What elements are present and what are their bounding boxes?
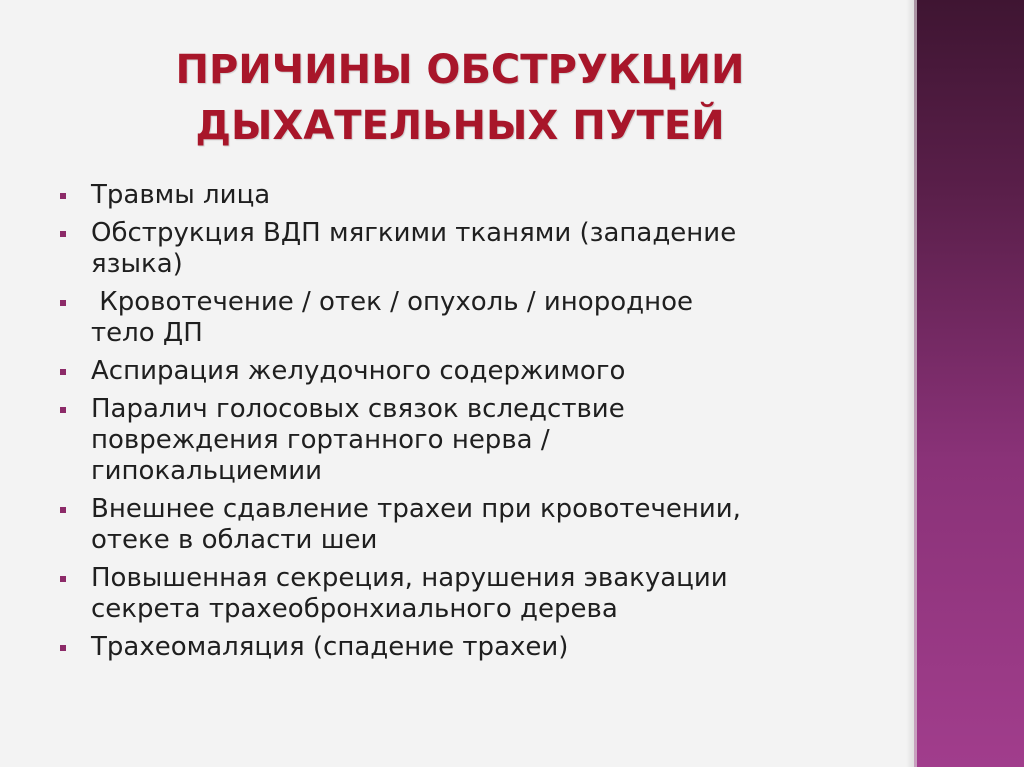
bullet-square-icon	[60, 576, 66, 582]
bullet-text: Кровотечение / отек / опухоль / инородное тело ДП	[91, 287, 693, 348]
bullet-list	[60, 180, 860, 670]
decorative-side-band	[914, 0, 1024, 767]
bullet-text: Внешнее сдавление трахеи при кровотечении, отеке в области шеи	[91, 494, 741, 555]
bullet-square-icon	[60, 300, 66, 306]
bullet-square-icon	[60, 369, 66, 375]
bullet-item	[60, 632, 860, 663]
bullet-text: Обструкция ВДП мягкими тканями (западение языка)	[91, 218, 737, 279]
bullet-item	[60, 494, 860, 556]
side-band-shadow	[906, 0, 914, 767]
bullet-square-icon	[60, 645, 66, 651]
side-band-edge	[914, 0, 917, 767]
bullet-text: Травмы лица	[91, 180, 271, 210]
bullet-item	[60, 218, 860, 280]
bullet-text: Повышенная секреция, нарушения эвакуации секрета трахеобронхиального дерева	[91, 563, 728, 624]
bullet-square-icon	[60, 193, 66, 199]
bullet-text: Трахеомаляция (спадение трахеи)	[91, 632, 569, 662]
bullet-text: Паралич голосовых связок вследствие повреждения гортанного нерва / гипокальциемии	[91, 394, 625, 486]
bullet-square-icon	[60, 231, 66, 237]
bullet-item	[60, 287, 860, 349]
bullet-item	[60, 394, 860, 487]
slide-title: ПРИЧИНЫ ОБСТРУКЦИИ ДЫХАТЕЛЬНЫХ ПУТЕЙ	[175, 47, 745, 149]
bullet-text: Аспирация желудочного содержимого	[91, 356, 626, 386]
bullet-item	[60, 180, 860, 211]
bullet-square-icon	[60, 507, 66, 513]
bullet-square-icon	[60, 407, 66, 413]
bullet-item	[60, 356, 860, 387]
bullet-item	[60, 563, 860, 625]
